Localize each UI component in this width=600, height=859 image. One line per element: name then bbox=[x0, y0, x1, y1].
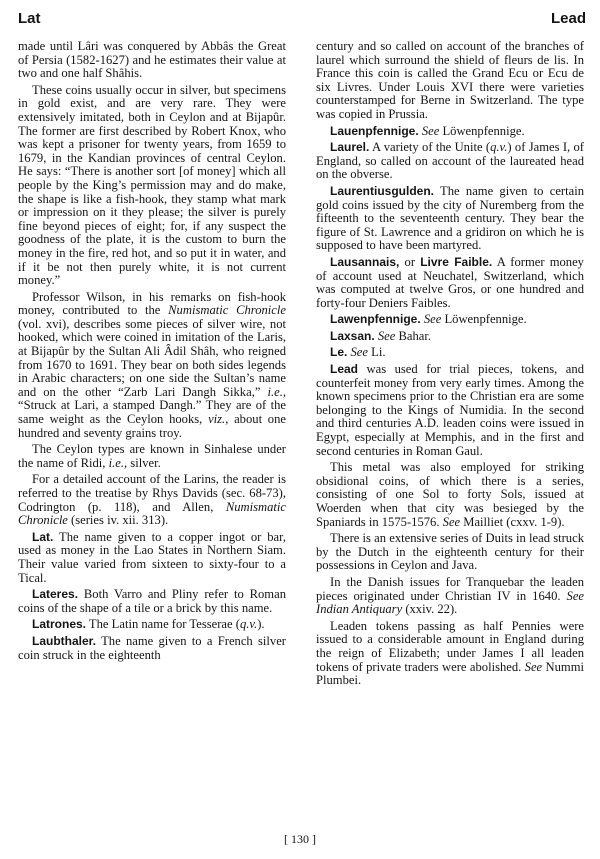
paragraph-larins-reference: For a detailed account of the Larins, the reader is referred to the treatise by Rhys Davids (sec. 68-73), Codrington (p. 118), and Allen, Numismatic Chronicle (series iv. xii. 313). bbox=[18, 472, 286, 528]
paragraph-wilson: Professor Wilson, in his remarks on fish-hook money, contributed to the Numismatic Chronicle (vol. xvi), describes some pieces of silver wire, not hooked, which were coined in imitation of the Laris, at Bijapûr by the Sultan Ali Âdil Shâh, who reigned from 1670 to 1691. They bear on both sides legends in Arabic characters; on one side the Sultan’s name and on the other “Zarb Lari Dangh Sikka,” i.e., “Struck at Lari, a stamped Dangh.” They are of the same weight as the Ceylon hooks, viz., about one hundred and seventy grains troy. bbox=[18, 289, 286, 440]
paragraph-lari-continued: made until Lâri was conquered by Abbâs the Great of Persia (1582-1627) and he estimates their value at two and one half Shâhis. bbox=[18, 39, 286, 81]
entry-le: Le. See Li. bbox=[330, 345, 386, 360]
paragraph-sinhalese: The Ceylon types are known in Sinhalese under the name of Ridi, i.e., silver. bbox=[18, 442, 286, 470]
entry-laubthaler: Laubthaler. The name given to a French silver coin struck in the eighteenth bbox=[18, 633, 286, 662]
page-number: [ 130 ] bbox=[284, 832, 316, 846]
entry-lausannais: Lausannais, or Livre Faible. A former money of account used at Neuchatel, Switzerland, which was computed at twelve Gros, or one hundred and forty-four Deniers Faibles. bbox=[316, 254, 584, 310]
headword: Le. bbox=[330, 345, 348, 360]
paragraph-laubthaler-continued: century and so called on account of the branches of laurel which surround the shield of fleurs de lis. In France this coin is called the Grand Ecu or Ecu de six Livres. Under Louis XVI there were varieties counterstamped for Berne in Switzerland. The type was copied in Prussia. bbox=[316, 39, 584, 121]
entry-laxsan: Laxsan. See Bahar. bbox=[330, 328, 432, 343]
entry-lead: Lead was used for trial pieces, tokens, and counterfeit money from very early times. Among the known specimens prior to the Christian era are some belonging to the Kings of Numidia. In the second and third centuries A.D. leaden coins were issued in Egypt, especially at Memphis, and in the first and second centuries in Roman Gaul. bbox=[316, 362, 584, 458]
entry-lauenpfennige: Lauenpfennige. See Löwenpfennige. bbox=[330, 123, 525, 138]
headword: Lauenpfennige. bbox=[330, 123, 419, 138]
headword: Laurel. bbox=[330, 140, 370, 155]
right-column bbox=[316, 40, 584, 691]
headword: Latrones. bbox=[32, 617, 87, 632]
left-column bbox=[18, 40, 286, 665]
headword: Lead bbox=[330, 362, 359, 377]
headword: Lateres. bbox=[32, 587, 79, 602]
entry-lawenpfennige: Lawenpfennige. See Löwenpfennige. bbox=[330, 312, 527, 327]
entry-laurentiusgulden: Laurentiusgulden. The name given to certain gold coins issued by the city of Nuremberg from the fifteenth to the seventeenth century. They bear the figure of St. Lawrence and a gridiron on which he is supposed to have been martyred. bbox=[316, 183, 584, 253]
entry-latrones: Latrones. The Latin name for Tesserae (q.v.). bbox=[32, 617, 265, 632]
entry-lat: Lat. The name given to a copper ingot or bar, used as money in the Lao States in Northern Siam. Their value varied from sixteen to sixty-four to a Tical. bbox=[18, 529, 286, 585]
paragraph-obsidional: This metal was also employed for striking obsidional coins, of which there is a series, consisting of one Sol to forty Sols, issued at Woerden when that city was besieged by the Spaniards in 1575-1576. See Mailliet (cxxv. 1-9). bbox=[316, 460, 584, 529]
paragraph-duits: There is an extensive series of Duits in lead struck by the Dutch in the eighteenth century for their possessions in Ceylon and Java. bbox=[316, 531, 584, 573]
entry-laurel: Laurel. A variety of the Unite (q.v.) of James I, of England, so called on account of the laureated head on the obverse. bbox=[316, 140, 585, 182]
entry-lateres: Lateres. Both Varro and Pliny refer to Roman coins of the shape of a tile or a brick by this name. bbox=[18, 587, 286, 615]
headword: Lat. bbox=[32, 529, 54, 544]
paragraph-leaden-tokens: Leaden tokens passing as half Pennies were issued to a considerable amount in England during the reign of Elizabeth; under James I all leaden tokens of private traders were abolished. See Nummi Plumbei. bbox=[316, 618, 585, 688]
headword: Laubthaler. bbox=[32, 633, 97, 648]
headword: Laxsan. bbox=[330, 328, 375, 343]
headword: Laurentiusgulden. bbox=[330, 183, 435, 198]
paragraph-tranquebar: In the Danish issues for Tranquebar the leaden pieces originated under Christian IV in 1640. See Indian Antiquary (xxiv. 22). bbox=[316, 574, 584, 617]
running-head-right: Lead bbox=[550, 10, 586, 27]
headword: Lausannais, bbox=[330, 254, 400, 269]
running-head-left: Lat bbox=[18, 10, 41, 27]
paragraph-ceylon-coins: These coins usually occur in silver, but specimens in gold exist, and are very rare. They were extensively imitated, both in Ceylon and at Bijapûr. The former are first described by Robert Knox, who was kept a prisoner for twenty years, from 1659 to 1679, in the Kandian provinces of central Ceylon. He says: “There is another sort [of money] which all people by the King’s permission may and do make, the shape is like a fish-hook, they stamp what mark or impression on it they please; the silver is purely fine beyond pieces of eight; for, if any suspect the goodness of the plate, it is the custom to burn the money in the fire, red hot, and so put it in water, and if it be not then purely white, it is not current money.” bbox=[18, 82, 286, 288]
headword: Lawenpfennige. bbox=[330, 312, 421, 327]
headword: Livre Faible. bbox=[420, 254, 493, 269]
